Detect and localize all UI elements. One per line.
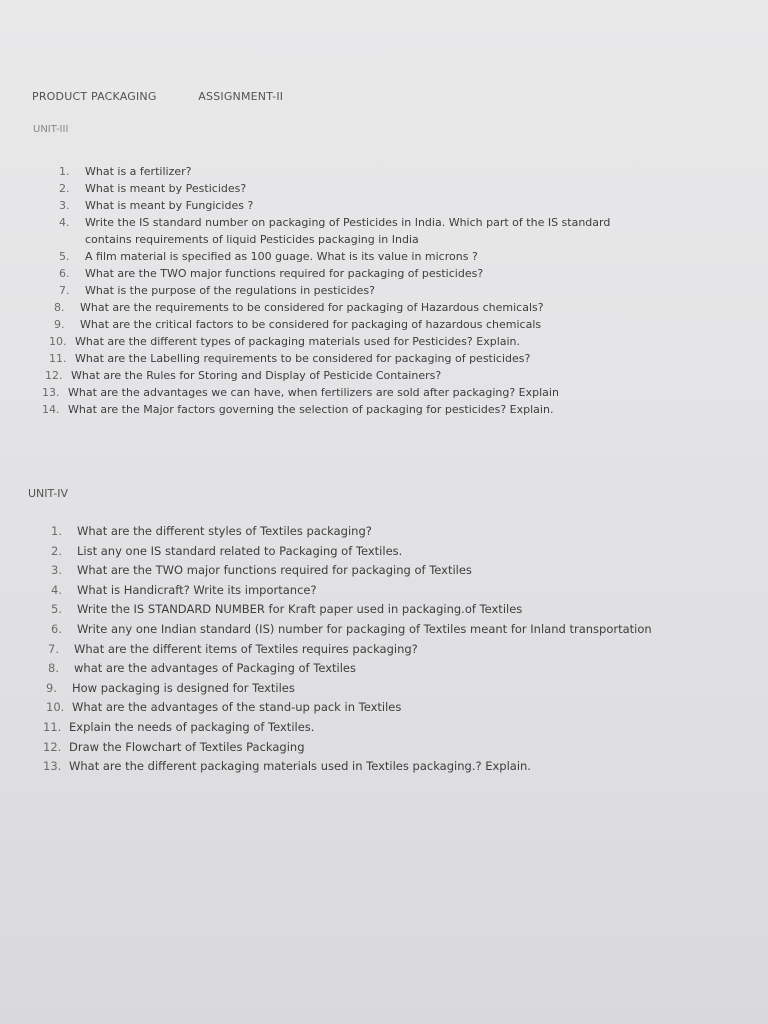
question-number: 2. [59, 182, 70, 195]
question-text: What are the different items of Textiles requires packaging? [74, 641, 418, 656]
question-number: 14. [42, 403, 60, 416]
question-item [51, 561, 757, 581]
question-number: 4. [59, 216, 70, 229]
question-item [48, 659, 754, 679]
question-item [46, 679, 752, 699]
question-item [51, 581, 757, 601]
question-item [43, 738, 749, 758]
question-text: What are the Rules for Storing and Display of Pesticide Containers? [71, 369, 442, 382]
question-text: Explain the needs of packaging of Textiles. [69, 719, 315, 734]
question-text: What are the requirements to be considered for packaging of Hazardous chemicals? [80, 301, 544, 314]
question-item [59, 265, 725, 282]
question-number: 8. [48, 661, 59, 676]
question-text: What are the different packaging materials used in Textiles packaging.? Explain. [69, 759, 531, 774]
question-number: 11. [49, 352, 67, 365]
question-number: 9. [54, 318, 65, 331]
assignment-title: ASSIGNMENT-II [198, 90, 284, 103]
question-text-continued: contains requirements of liquid Pesticides packaging in India [85, 233, 419, 246]
question-number: 3. [51, 563, 62, 578]
question-text: Draw the Flowchart of Textiles Packaging [69, 739, 305, 754]
question-item [59, 248, 725, 265]
question-number: 5. [51, 602, 62, 617]
question-item [45, 367, 711, 384]
question-number: 2. [51, 543, 62, 558]
question-item [59, 214, 725, 248]
question-number: 11. [43, 719, 62, 734]
question-item [46, 698, 752, 718]
question-text: what are the advantages of Packaging of Textiles [74, 661, 356, 676]
question-number: 6. [59, 267, 70, 280]
question-text: What are the Labelling requirements to be considered for packaging of pesticides? [75, 352, 531, 365]
question-item [43, 757, 749, 777]
question-text: What is the purpose of the regulations in pesticides? [85, 284, 375, 297]
question-text: Write the IS STANDARD NUMBER for Kraft paper used in packaging.of Textiles [77, 602, 523, 617]
question-text: What are the TWO major functions required for packaging of pesticides? [85, 267, 484, 280]
question-text: What are the critical factors to be considered for packaging of hazardous chemicals [80, 318, 542, 331]
question-text: What is meant by Fungicides ? [85, 199, 254, 212]
question-number: 10. [49, 335, 67, 348]
question-number: 7. [59, 284, 70, 297]
unit-iv-heading: UNIT-IV [28, 487, 68, 500]
question-text: What are the different types of packaging materials used for Pesticides? Explain. [75, 335, 521, 348]
question-number: 13. [43, 759, 62, 774]
question-text: What are the advantages of the stand-up pack in Textiles [72, 700, 402, 715]
question-text: Write any one Indian standard (IS) number for packaging of Textiles meant for Inland transportation [77, 621, 652, 636]
question-item [51, 542, 757, 562]
question-number: 5. [59, 250, 70, 263]
question-item [51, 620, 757, 640]
question-item [59, 282, 725, 299]
question-number: 12. [45, 369, 63, 382]
question-number: 1. [51, 524, 62, 538]
question-text: How packaging is designed for Textiles [72, 680, 295, 695]
subject-title: PRODUCT PACKAGING [32, 90, 157, 103]
question-item [59, 197, 725, 214]
question-item [54, 299, 720, 316]
question-item [49, 333, 715, 350]
question-number: 13. [42, 386, 60, 399]
question-text: What is a fertilizer? [85, 165, 192, 178]
question-number: 6. [51, 621, 62, 636]
question-number: 10. [46, 700, 65, 715]
question-text: What are the different styles of Textiles packaging? [77, 524, 372, 538]
question-number: 3. [59, 199, 70, 212]
question-text: What are the advantages we can have, when fertilizers are sold after packaging? Explain [68, 386, 559, 399]
question-text: What are the Major factors governing the selection of packaging for pesticides? Explain. [68, 403, 554, 416]
question-number: 4. [51, 582, 62, 597]
question-item [54, 316, 720, 333]
question-item [51, 522, 757, 542]
question-text: What is Handicraft? Write its importance? [77, 582, 317, 597]
question-item [42, 384, 708, 401]
question-text: List any one IS standard related to Packaging of Textiles. [77, 543, 403, 558]
question-item [59, 163, 725, 180]
unit-iii-question-list [42, 163, 725, 418]
question-number: 7. [48, 641, 59, 656]
question-item [42, 401, 708, 418]
document-header [32, 90, 283, 103]
question-item [51, 600, 757, 620]
question-text: What is meant by Pesticides? [85, 182, 247, 195]
question-item [48, 640, 754, 660]
question-number: 8. [54, 301, 65, 314]
question-item [59, 180, 725, 197]
question-text: Write the IS standard number on packaging of Pesticides in India. Which part of the IS standard [85, 216, 611, 229]
question-text: What are the TWO major functions required for packaging of Textiles [77, 563, 472, 578]
question-number: 12. [43, 739, 62, 754]
question-text: A film material is specified as 100 guage. What is its value in microns ? [85, 250, 478, 263]
unit-iii-heading: UNIT-III [33, 124, 69, 135]
question-item [43, 718, 749, 738]
unit-iv-question-list [43, 522, 757, 777]
question-number: 1. [59, 165, 70, 178]
question-number: 9. [46, 680, 57, 695]
question-item [49, 350, 715, 367]
